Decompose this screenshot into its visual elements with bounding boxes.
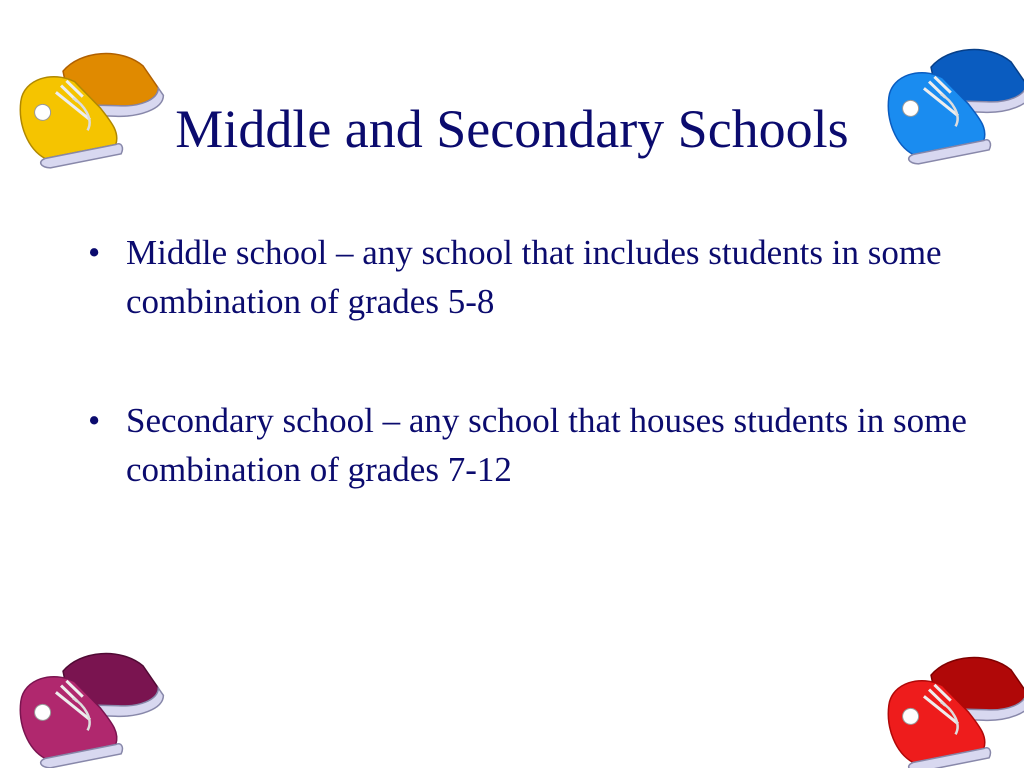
sneakers-icon	[8, 640, 168, 768]
bullet-item	[88, 228, 968, 326]
sneakers-icon	[876, 644, 1024, 768]
bullet-marker: •	[88, 401, 101, 440]
bullet-marker: •	[88, 233, 101, 272]
bullet-text: Middle school – any school that includes students in some combination of grades 5-8	[126, 233, 942, 321]
bullet-list	[88, 228, 968, 564]
bullet-text: Secondary school – any school that houses students in some combination of grades 7-12	[126, 401, 967, 489]
slide-title: Middle and Secondary Schools	[175, 99, 849, 159]
bullet-item	[88, 396, 968, 494]
